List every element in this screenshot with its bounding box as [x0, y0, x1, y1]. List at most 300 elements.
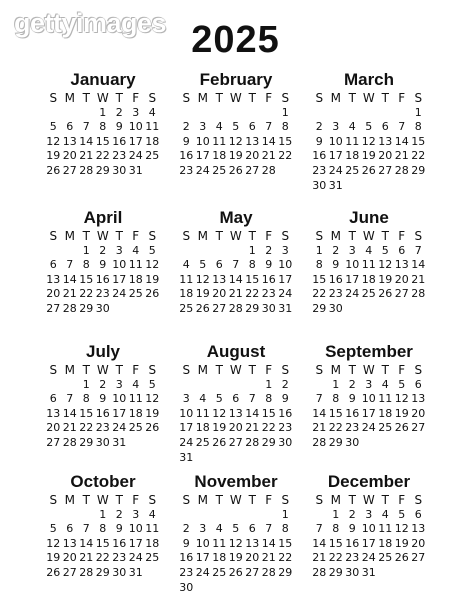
day-cell: 22: [79, 287, 94, 301]
day-cell: 19: [145, 406, 160, 420]
weekday-header: S: [182, 91, 191, 105]
day-cell: 1: [281, 507, 289, 521]
weekday-header: T: [248, 363, 256, 377]
day-cell: 6: [414, 377, 422, 391]
empty-cell: [211, 244, 228, 259]
day-cell: 30: [278, 435, 293, 449]
day-cell: 27: [46, 435, 61, 449]
day-cell: 29: [79, 301, 94, 315]
weekday-header: F: [398, 493, 406, 507]
day-grid: [178, 229, 294, 317]
weekday-header: T: [248, 493, 256, 507]
day-cell: 17: [195, 149, 210, 163]
day-cell: 18: [345, 149, 360, 163]
month-name: December: [327, 472, 411, 491]
weekday-header: W: [362, 363, 375, 377]
day-cell: 17: [128, 536, 143, 550]
day-cell: 1: [265, 377, 273, 391]
day-cell: 6: [232, 392, 240, 406]
day-cell: 12: [145, 392, 160, 406]
day-cell: 16: [345, 536, 360, 550]
day-cell: 7: [82, 120, 90, 134]
day-cell: 4: [381, 507, 389, 521]
day-cell: 16: [179, 149, 194, 163]
day-cell: 24: [112, 287, 127, 301]
weekday-header: S: [49, 91, 58, 105]
day-cell: 18: [179, 287, 194, 301]
day-cell: 24: [345, 287, 360, 301]
day-cell: 25: [195, 435, 210, 449]
weekday-header: T: [215, 363, 223, 377]
empty-cell: [62, 508, 79, 523]
day-cell: 3: [365, 377, 373, 391]
day-cell: 6: [66, 522, 74, 536]
day-cell: 1: [332, 507, 340, 521]
day-cell: 6: [414, 507, 422, 521]
day-cell: 10: [278, 258, 293, 272]
day-cell: 18: [212, 551, 227, 565]
day-cell: 13: [228, 406, 243, 420]
day-cell: 31: [361, 565, 376, 579]
day-cell: 20: [394, 272, 409, 286]
day-cell: 6: [49, 392, 57, 406]
day-cell: 31: [112, 435, 127, 449]
day-cell: 9: [99, 258, 107, 272]
day-cell: 15: [278, 536, 293, 550]
day-cell: 24: [128, 551, 143, 565]
day-cell: 6: [215, 258, 223, 272]
day-grid: [45, 493, 161, 581]
day-cell: 24: [195, 163, 210, 177]
day-cell: 27: [411, 551, 426, 565]
day-cell: 17: [112, 272, 127, 286]
day-cell: 31: [128, 163, 143, 177]
day-cell: 11: [345, 134, 360, 148]
weekday-header: S: [148, 229, 157, 243]
day-cell: 26: [46, 565, 61, 579]
day-cell: 1: [332, 377, 340, 391]
weekday-header: S: [148, 363, 157, 377]
weekday-header: T: [82, 363, 90, 377]
day-cell: 28: [79, 565, 94, 579]
weekday-header: F: [265, 363, 273, 377]
day-cell: 4: [148, 105, 156, 119]
day-cell: 2: [115, 507, 123, 521]
day-cell: 8: [281, 522, 289, 536]
day-cell: 29: [79, 435, 94, 449]
weekday-header: S: [182, 363, 191, 377]
day-cell: 29: [328, 435, 343, 449]
month-december: [311, 472, 427, 581]
day-cell: 11: [212, 536, 227, 550]
empty-cell: [178, 508, 195, 523]
day-cell: 4: [199, 392, 207, 406]
weekday-header: S: [281, 229, 290, 243]
day-cell: 28: [228, 301, 243, 315]
day-cell: 15: [278, 134, 293, 148]
day-cell: 19: [228, 149, 243, 163]
day-cell: 19: [361, 149, 376, 163]
day-cell: 1: [315, 243, 323, 257]
day-cell: 12: [46, 536, 61, 550]
day-cell: 2: [265, 243, 273, 257]
day-cell: 28: [312, 435, 327, 449]
month-name: January: [70, 70, 136, 89]
day-cell: 15: [95, 134, 110, 148]
day-cell: 13: [411, 522, 426, 536]
weekday-header: S: [281, 363, 290, 377]
day-cell: 17: [278, 272, 293, 286]
day-cell: 18: [212, 149, 227, 163]
day-cell: 16: [112, 134, 127, 148]
empty-cell: [228, 244, 245, 259]
day-cell: 9: [115, 522, 123, 536]
day-cell: 27: [212, 301, 227, 315]
weekday-header: S: [49, 493, 58, 507]
day-cell: 1: [82, 377, 90, 391]
day-cell: 28: [261, 163, 276, 177]
weekday-header: S: [148, 91, 157, 105]
day-cell: 23: [95, 421, 110, 435]
weekday-header: M: [330, 229, 341, 243]
day-cell: 14: [79, 536, 94, 550]
day-cell: 9: [265, 258, 273, 272]
day-cell: 3: [132, 507, 140, 521]
day-grid: [45, 363, 161, 451]
month-name: June: [349, 208, 389, 227]
month-name: April: [83, 208, 123, 227]
day-cell: 13: [62, 134, 77, 148]
day-cell: 3: [332, 120, 340, 134]
empty-cell: [361, 106, 378, 121]
day-cell: 17: [361, 536, 376, 550]
day-cell: 2: [348, 507, 356, 521]
empty-cell: [228, 106, 245, 121]
day-cell: 27: [245, 163, 260, 177]
weekday-header: S: [414, 91, 423, 105]
day-cell: 10: [345, 258, 360, 272]
weekday-header: W: [229, 91, 242, 105]
day-cell: 5: [199, 258, 207, 272]
day-cell: 19: [195, 287, 210, 301]
day-cell: 12: [228, 134, 243, 148]
day-cell: 8: [315, 258, 323, 272]
day-cell: 13: [46, 406, 61, 420]
day-cell: 3: [348, 243, 356, 257]
month-name: September: [325, 342, 413, 361]
day-cell: 26: [145, 421, 160, 435]
day-cell: 16: [95, 272, 110, 286]
day-cell: 26: [228, 163, 243, 177]
day-cell: 13: [245, 134, 260, 148]
day-cell: 25: [145, 551, 160, 565]
day-cell: 5: [148, 243, 156, 257]
day-cell: 2: [182, 120, 190, 134]
empty-cell: [45, 106, 62, 121]
day-cell: 1: [414, 105, 422, 119]
weekday-header: W: [96, 363, 109, 377]
day-cell: 6: [248, 522, 256, 536]
day-cell: 23: [345, 551, 360, 565]
weekday-header: S: [414, 229, 423, 243]
day-cell: 21: [79, 551, 94, 565]
watermark-logo: gettyimages: [14, 8, 167, 38]
day-cell: 24: [278, 287, 293, 301]
day-cell: 8: [281, 120, 289, 134]
day-cell: 7: [398, 120, 406, 134]
day-cell: 14: [261, 134, 276, 148]
weekday-header: W: [96, 91, 109, 105]
day-cell: 23: [261, 287, 276, 301]
weekday-header: W: [229, 363, 242, 377]
day-cell: 28: [245, 435, 260, 449]
day-cell: 10: [128, 120, 143, 134]
day-cell: 7: [265, 120, 273, 134]
day-cell: 16: [179, 551, 194, 565]
day-cell: 26: [394, 551, 409, 565]
day-cell: 10: [361, 392, 376, 406]
day-cell: 20: [212, 287, 227, 301]
weekday-header: T: [348, 363, 356, 377]
day-cell: 11: [179, 272, 194, 286]
weekday-header: W: [229, 229, 242, 243]
day-cell: 30: [95, 435, 110, 449]
day-cell: 13: [62, 536, 77, 550]
day-cell: 30: [112, 163, 127, 177]
day-cell: 23: [345, 421, 360, 435]
day-cell: 15: [261, 406, 276, 420]
day-cell: 28: [312, 565, 327, 579]
weekday-header: W: [229, 493, 242, 507]
empty-cell: [62, 378, 79, 393]
weekday-header: T: [348, 493, 356, 507]
day-cell: 24: [179, 435, 194, 449]
day-cell: 5: [398, 507, 406, 521]
weekday-header: T: [115, 229, 123, 243]
weekday-header: S: [414, 363, 423, 377]
day-cell: 21: [228, 287, 243, 301]
day-cell: 23: [278, 421, 293, 435]
day-cell: 16: [112, 536, 127, 550]
day-cell: 17: [328, 149, 343, 163]
day-cell: 27: [245, 565, 260, 579]
day-cell: 14: [228, 272, 243, 286]
day-cell: 29: [312, 301, 327, 315]
day-cell: 9: [115, 120, 123, 134]
empty-cell: [261, 508, 278, 523]
day-cell: 4: [148, 507, 156, 521]
day-cell: 22: [328, 551, 343, 565]
day-cell: 18: [145, 536, 160, 550]
day-cell: 7: [414, 243, 422, 257]
weekday-header: M: [64, 229, 75, 243]
weekday-header: T: [82, 91, 90, 105]
empty-cell: [178, 378, 195, 393]
day-cell: 12: [394, 522, 409, 536]
weekday-header: F: [398, 229, 406, 243]
weekday-header: S: [315, 91, 324, 105]
empty-cell: [311, 508, 328, 523]
day-cell: 13: [394, 258, 409, 272]
day-cell: 6: [381, 120, 389, 134]
day-cell: 2: [315, 120, 323, 134]
day-cell: 4: [348, 120, 356, 134]
weekday-header: M: [330, 493, 341, 507]
day-cell: 10: [112, 258, 127, 272]
month-august: [178, 342, 294, 465]
day-cell: 22: [278, 149, 293, 163]
weekday-header: T: [381, 493, 389, 507]
month-name: May: [219, 208, 253, 227]
day-cell: 1: [99, 105, 107, 119]
day-grid: [178, 493, 294, 595]
day-cell: 17: [345, 272, 360, 286]
day-cell: 24: [112, 421, 127, 435]
day-cell: 5: [365, 120, 373, 134]
day-cell: 31: [278, 301, 293, 315]
weekday-header: T: [215, 91, 223, 105]
day-cell: 8: [414, 120, 422, 134]
day-cell: 25: [212, 163, 227, 177]
weekday-header: W: [96, 493, 109, 507]
weekday-header: S: [414, 493, 423, 507]
day-cell: 9: [332, 258, 340, 272]
day-cell: 8: [248, 258, 256, 272]
empty-cell: [78, 106, 95, 121]
weekday-header: W: [362, 493, 375, 507]
day-cell: 25: [212, 565, 227, 579]
day-cell: 25: [378, 551, 393, 565]
day-cell: 14: [79, 134, 94, 148]
day-cell: 2: [99, 377, 107, 391]
day-cell: 7: [315, 522, 323, 536]
day-cell: 7: [66, 392, 74, 406]
day-cell: 21: [411, 272, 426, 286]
weekday-header: S: [315, 363, 324, 377]
empty-cell: [328, 106, 345, 121]
weekday-header: S: [315, 493, 324, 507]
day-cell: 15: [328, 406, 343, 420]
day-cell: 2: [332, 243, 340, 257]
day-cell: 1: [99, 507, 107, 521]
day-cell: 11: [145, 522, 160, 536]
weekday-header: F: [265, 229, 273, 243]
empty-cell: [195, 508, 212, 523]
day-cell: 25: [179, 301, 194, 315]
day-cell: 4: [215, 120, 223, 134]
weekday-header: S: [182, 493, 191, 507]
day-cell: 23: [312, 163, 327, 177]
day-cell: 23: [95, 287, 110, 301]
day-cell: 8: [265, 392, 273, 406]
empty-cell: [178, 106, 195, 121]
day-cell: 30: [179, 580, 194, 594]
weekday-header: F: [398, 91, 406, 105]
day-cell: 18: [361, 272, 376, 286]
day-cell: 7: [265, 522, 273, 536]
weekday-header: W: [96, 229, 109, 243]
day-cell: 19: [378, 272, 393, 286]
day-cell: 30: [328, 301, 343, 315]
day-cell: 12: [195, 272, 210, 286]
day-cell: 11: [128, 258, 143, 272]
day-cell: 11: [361, 258, 376, 272]
day-cell: 23: [112, 149, 127, 163]
day-cell: 4: [182, 258, 190, 272]
weekday-header: F: [132, 493, 140, 507]
day-cell: 17: [128, 134, 143, 148]
empty-cell: [45, 508, 62, 523]
weekday-header: T: [381, 363, 389, 377]
day-cell: 8: [99, 522, 107, 536]
day-cell: 24: [128, 149, 143, 163]
month-april: [45, 208, 161, 317]
weekday-header: M: [64, 363, 75, 377]
day-cell: 2: [281, 377, 289, 391]
day-cell: 17: [179, 421, 194, 435]
day-grid: [311, 91, 427, 193]
day-cell: 8: [332, 392, 340, 406]
day-cell: 7: [66, 258, 74, 272]
day-cell: 1: [281, 105, 289, 119]
day-cell: 19: [212, 421, 227, 435]
day-cell: 28: [62, 435, 77, 449]
empty-cell: [261, 106, 278, 121]
day-cell: 19: [46, 149, 61, 163]
day-cell: 2: [182, 522, 190, 536]
day-cell: 16: [278, 406, 293, 420]
weekday-header: S: [49, 363, 58, 377]
day-cell: 4: [381, 377, 389, 391]
weekday-header: S: [182, 229, 191, 243]
day-cell: 9: [281, 392, 289, 406]
day-cell: 25: [361, 287, 376, 301]
weekday-header: F: [265, 493, 273, 507]
day-cell: 6: [49, 258, 57, 272]
day-cell: 13: [411, 392, 426, 406]
day-cell: 1: [82, 243, 90, 257]
day-cell: 9: [182, 134, 190, 148]
day-cell: 5: [49, 522, 57, 536]
month-may: [178, 208, 294, 317]
day-cell: 16: [95, 406, 110, 420]
day-cell: 25: [378, 421, 393, 435]
weekday-header: T: [248, 91, 256, 105]
day-cell: 7: [248, 392, 256, 406]
day-cell: 9: [348, 522, 356, 536]
day-cell: 15: [79, 406, 94, 420]
day-cell: 7: [315, 392, 323, 406]
day-cell: 3: [199, 120, 207, 134]
day-cell: 14: [411, 258, 426, 272]
day-cell: 20: [411, 406, 426, 420]
day-cell: 4: [132, 243, 140, 257]
day-cell: 18: [195, 421, 210, 435]
day-cell: 3: [182, 392, 190, 406]
day-cell: 19: [228, 551, 243, 565]
day-cell: 28: [261, 565, 276, 579]
day-cell: 10: [361, 522, 376, 536]
empty-cell: [394, 106, 411, 121]
day-cell: 28: [411, 287, 426, 301]
weekday-header: M: [197, 229, 208, 243]
day-cell: 30: [261, 301, 276, 315]
day-cell: 26: [361, 163, 376, 177]
day-cell: 26: [394, 421, 409, 435]
month-name: July: [85, 342, 121, 361]
weekday-header: T: [381, 229, 389, 243]
empty-cell: [195, 244, 212, 259]
